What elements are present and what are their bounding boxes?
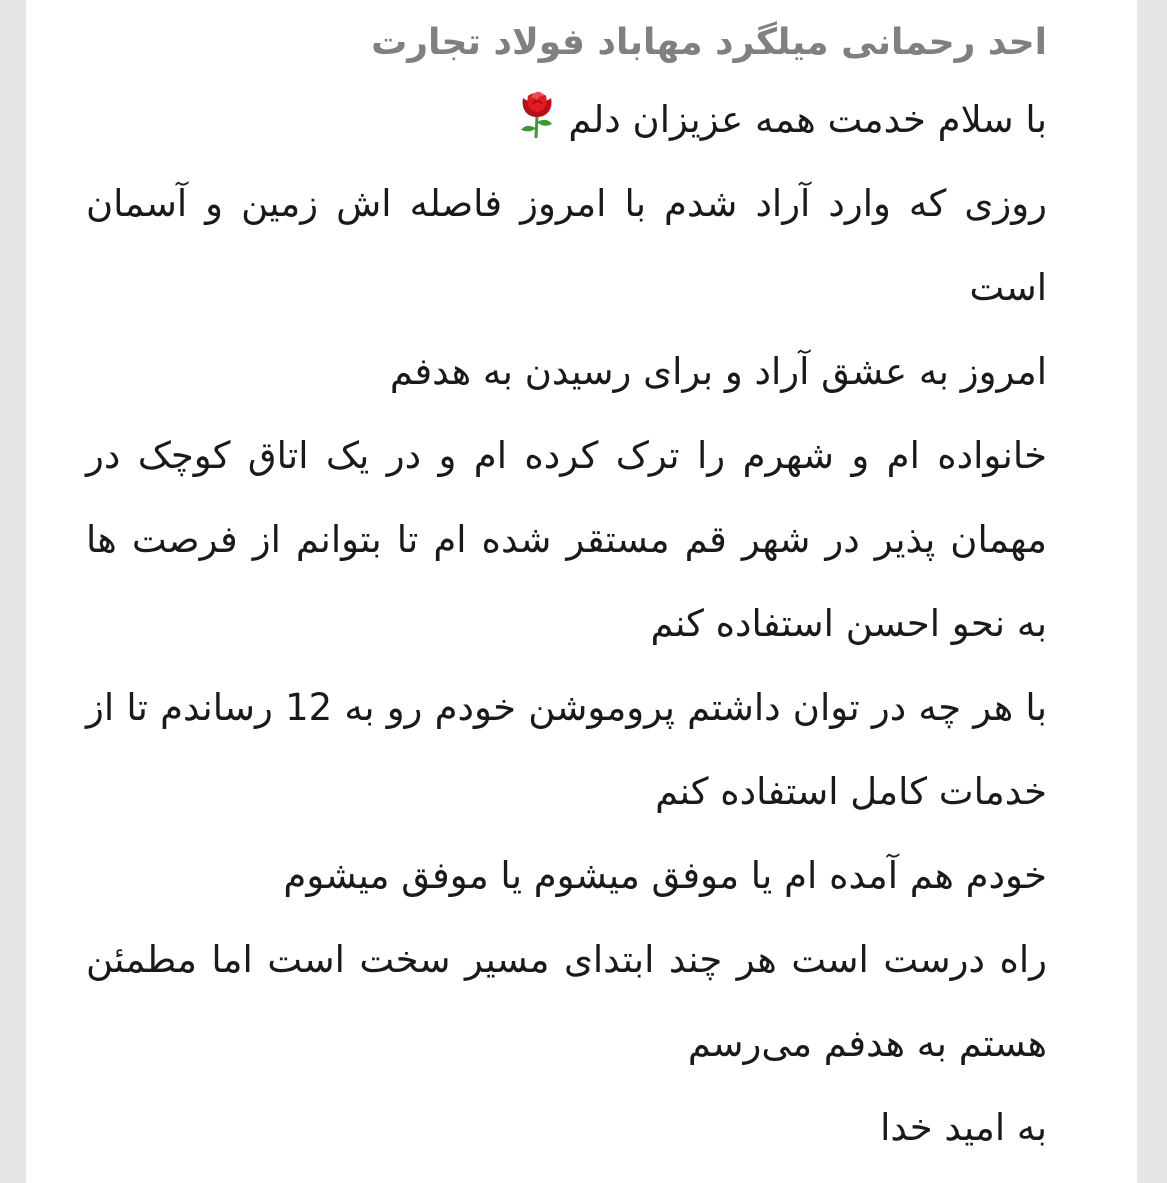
rose-icon (516, 86, 558, 140)
post-paragraph: راه درست است هر چند ابتدای مسیر سخت است اما مطمئن هستم به هدفم می‌رسم (86, 938, 1047, 1065)
post-paragraph: خودم هم آمده ام یا موفق میشوم یا موفق میشوم (283, 854, 1047, 897)
post-card (26, 0, 1137, 1183)
post-paragraph: امروز به عشق آراد و برای رسیدن به هدفم (389, 350, 1047, 393)
greeting-text: با سلام خدمت همه عزیزان دلم (568, 98, 1047, 141)
post-greeting (86, 78, 1047, 162)
post-paragraph: خانواده ام و شهرم را ترک کرده ام و در یک اتاق کوچک در مهمان پذیر در شهر قم مستقر شده ام تا بتوانم از فرصت ها به نحو احسن استفاده کنم (86, 434, 1047, 645)
post-paragraph: با هر چه در توان داشتم پروموشن خودم رو به 12 رساندم تا از خدمات کامل استفاده کنم (86, 686, 1047, 813)
post-paragraph: به امید خدا (880, 1106, 1047, 1149)
post-author-name[interactable]: احد رحمانی میلگرد مهاباد فولاد تجارت (371, 22, 1047, 63)
post-message (86, 78, 1047, 1170)
post-paragraph: روزی که وارد آراد شدم با امروز فاصله اش زمین و آسمان است (86, 182, 1047, 309)
